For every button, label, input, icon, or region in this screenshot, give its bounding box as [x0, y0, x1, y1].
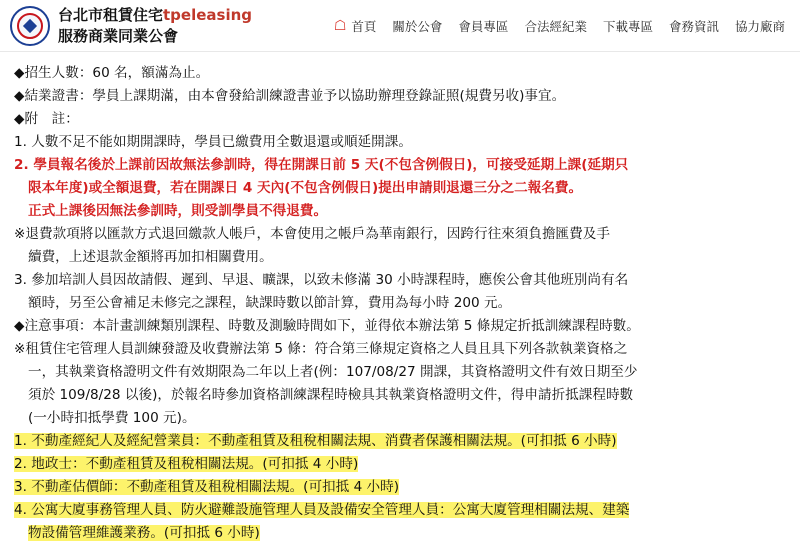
brand-line-2: 服務商業同業公會	[58, 26, 179, 45]
credit-item-3	[14, 476, 786, 498]
credit-item-4-text-2: 物設備管理維護業務。(可扣抵 6 小時)	[28, 525, 260, 542]
nav-item-downloads[interactable]: 下載專區	[602, 18, 653, 34]
paragraph-certificate: ◆結業證書：學員上課期滿，由本會發給訓練證書並予以協助辦理登錄証照(規費另收)事宜。	[14, 88, 566, 105]
note-item-3-line-1: 3. 參加培訓人員因故請假、遲到、早退、曠課，以致未修滿 30 小時課程時，應俟公會其他班別尚有名	[14, 272, 629, 289]
regulation-article5-line-4: (一小時扣抵學費 100 元)。	[28, 410, 196, 427]
note-item-2-line-1: 2. 學員報名後於上課前因故無法參訓時，得在開課日前 5 天(不包含例假日)，可接受延期上課(延期只	[14, 157, 629, 174]
paragraph-notes-heading: ◆附 註：	[14, 111, 79, 128]
site-header	[0, 0, 800, 52]
regulation-article5-line-2: 一，其執業資格證明文件有效期限為二年以上者(例：107/08/27 開課，其資格證明文件有效日期至少	[28, 364, 638, 381]
credit-item-4-text-1: 4. 公寓大廈事務管理人員、防火避難設施管理人員及設備安全管理人員：公寓大廈管理相關法規、建築	[14, 502, 630, 519]
home-icon: ☖	[333, 17, 347, 34]
credit-item-3-text: 3. 不動產估價師：不動產租賃及租稅相關法規。(可扣抵 4 小時)	[14, 479, 400, 496]
regulation-article5-line-1: ※租賃住宅管理人員訓練發證及收費辦法第 5 條：符合第三條規定資格之人員且具下列各款執業資格之	[14, 341, 628, 358]
credit-item-4-line-1	[14, 499, 786, 521]
refund-note-line-2: 續費，上述退款金額將再加扣相關費用。	[28, 249, 273, 266]
brand-line-1	[58, 5, 252, 25]
nav-item-news[interactable]: 會務資訊	[668, 18, 719, 34]
brand-name-en: tpeleasing	[163, 6, 253, 25]
document-content	[0, 52, 800, 544]
main-navigation	[333, 15, 792, 37]
credit-item-4-line-2	[14, 522, 786, 544]
nav-item-home-label: 首頁	[351, 18, 377, 34]
note-item-2-line-2: 限本年度)或全額退費，若在開課日 4 天內(不包含例假日)提出申請則退還三分之二報名費。	[28, 180, 583, 197]
paragraph-precautions: ◆注意事項：本計畫訓練類別課程、時數及測驗時間如下，並得依本辦法第 5 條規定折抵訓練課程時數。	[14, 318, 640, 335]
note-item-1: 1. 人數不足不能如期開課時，學員已繳費用全數退還或順延開課。	[14, 134, 412, 151]
note-item-3-line-2: 額時，另至公會補足未修完之課程，缺課時數以節計算，費用為每小時 200 元。	[28, 295, 512, 312]
nav-item-legal-agents[interactable]: 合法經紀業	[524, 18, 587, 34]
nav-item-about[interactable]: 關於公會	[392, 18, 443, 34]
credit-item-1	[14, 430, 786, 452]
paragraph-enrollment: ◆招生人數：60 名，額滿為止。	[14, 65, 210, 81]
nav-item-members[interactable]: 會員專區	[458, 18, 509, 34]
credit-item-2-text: 2. 地政士：不動產租賃及租稅相關法規。(可扣抵 4 小時)	[14, 456, 359, 473]
note-item-2-line-3: 正式上課後因無法參訓時，則受訓學員不得退費。	[28, 203, 328, 220]
nav-item-partners[interactable]: 協力廠商	[734, 18, 785, 34]
site-brand	[58, 5, 252, 46]
refund-note-line-1: ※退費款項將以匯款方式退回繳款人帳戶，本會使用之帳戶為華南銀行，因跨行往來須負擔匯費及手	[14, 226, 610, 243]
regulation-article5-line-3: 須於 109/8/28 以後)，於報名時參加資格訓練課程時檢具其執業資格證明文件，得申請折抵課程時數	[28, 387, 634, 404]
nav-item-home[interactable]	[333, 15, 378, 37]
organization-logo	[10, 6, 50, 46]
credit-item-1-text: 1. 不動產經紀人及經紀營業員：不動產租賃及租稅相關法規、消費者保護相關法規。(可扣抵 6 小時)	[14, 433, 617, 450]
credit-item-2	[14, 453, 786, 475]
brand-name-zh: 台北市租賃住宅	[58, 6, 164, 25]
